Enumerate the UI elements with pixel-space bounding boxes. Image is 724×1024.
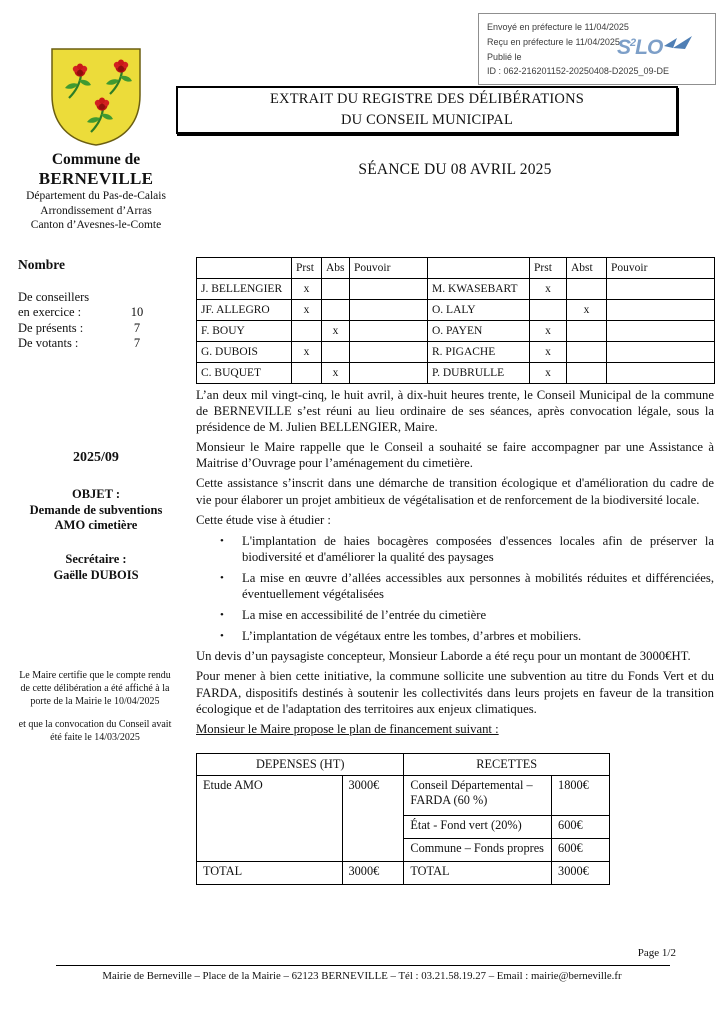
councillor-name: R. PIGACHE	[428, 342, 530, 363]
present-mark: x	[530, 342, 567, 363]
councillor-counts-block	[18, 257, 178, 352]
stamp-line-received: Reçu en préfecture le 11/04/2025	[487, 36, 620, 47]
councillor-name: JF. ALLEGRO	[197, 300, 292, 321]
absent-mark	[567, 321, 607, 342]
document-title-box	[176, 86, 678, 134]
title-line-1: EXTRAIT DU REGISTRE DES DÉLIBÉRATIONS	[269, 91, 585, 107]
present-mark	[530, 300, 567, 321]
recette-amount: 1800€	[552, 776, 610, 816]
count-row	[18, 290, 178, 305]
councillor-name: P. DUBRULLE	[428, 363, 530, 384]
present-mark: x	[530, 363, 567, 384]
s2lo-logo-exponent: 2	[630, 37, 636, 49]
certification-text-1: Le Maire certifie que le compte rendu de cette délibération a été affiché à la porte de la Mairie le 10/04/2025	[19, 670, 171, 708]
body-paragraph-subvention: Pour mener à bien cette initiative, la commune sollicite une subvention au titre du Fonds Vert et du FARDA, dispositifs destinés à soutenir les collectivités dans leurs projets en faveur de la transition écologique et de l'adaptation des territoires aux enjeux climatiques.	[196, 669, 714, 716]
pouvoir-cell	[607, 300, 715, 321]
pouvoir-cell	[350, 300, 428, 321]
attendance-header-cell: Prst	[292, 258, 322, 279]
s2lo-logo-text-rest: LO	[635, 36, 663, 60]
page-number: Page 1/2	[637, 947, 676, 959]
pouvoir-cell	[607, 321, 715, 342]
count-row	[18, 305, 178, 320]
count-label: De votants :	[18, 336, 79, 351]
attendance-row	[197, 300, 715, 321]
depense-label: Etude AMO	[197, 776, 343, 862]
count-value: 7	[133, 336, 141, 351]
present-mark: x	[530, 279, 567, 300]
finance-row	[197, 776, 610, 816]
title-line-2: DU CONSEIL MUNICIPAL	[340, 112, 514, 128]
attendance-row	[197, 342, 715, 363]
left-sidebar	[0, 0, 192, 1024]
absent-mark	[322, 342, 350, 363]
body-paragraph-plan-financement	[196, 721, 714, 737]
depenses-header: DEPENSES (HT)	[197, 754, 404, 776]
financing-plan-table	[196, 753, 610, 885]
present-mark	[292, 363, 322, 384]
count-value	[118, 290, 156, 305]
absent-mark	[322, 279, 350, 300]
count-label: De présents :	[18, 320, 84, 335]
absent-mark: x	[567, 300, 607, 321]
absent-mark	[567, 342, 607, 363]
objet-line: Demande de subventions	[29, 502, 163, 517]
deliberation-reference: 2025/09	[73, 450, 119, 465]
attendance-header-cell: Abs	[322, 258, 350, 279]
recettes-header: RECETTES	[404, 754, 610, 776]
attendance-row	[197, 363, 715, 384]
stamp-line-id: ID : 062-216201152-20250408-D2025_09-DE	[487, 66, 669, 77]
present-mark: x	[530, 321, 567, 342]
councillor-name: G. DUBOIS	[197, 342, 292, 363]
present-mark: x	[292, 342, 322, 363]
commune-canton: Canton d’Avesnes-le-Comte	[30, 219, 162, 231]
present-mark	[292, 321, 322, 342]
nombre-title: Nombre	[18, 257, 65, 272]
total-label: TOTAL	[404, 862, 552, 885]
footer-address: Mairie de Berneville – Place de la Mairie – 62123 BERNEVILLE – Tél : 03.21.58.19.27 – Email : mairie@berneville.fr	[102, 970, 622, 982]
count-value: 7	[133, 320, 141, 335]
absent-mark	[567, 279, 607, 300]
commune-departement: Département du Pas-de-Calais	[26, 190, 166, 202]
pouvoir-cell	[607, 279, 715, 300]
attendance-table	[196, 257, 715, 384]
present-mark: x	[292, 279, 322, 300]
footer-divider	[56, 965, 670, 966]
body-paragraph-devis: Un devis d’un paysagiste concepteur, Monsieur Laborde a été reçu pour un montant de 3000€HT.	[196, 649, 691, 664]
commune-arrondissement: Arrondissement d’Arras	[40, 204, 152, 217]
finance-total-row	[197, 862, 610, 885]
study-goal-item: • La mise en accessibilité de l’entrée du cimetière	[196, 607, 714, 623]
attendance-header-cell: Pouvoir	[350, 258, 428, 279]
body-paragraph-transition: Cette assistance s’inscrit dans une démarche de transition écologique et d'amélioration du cadre de vie pour élaborer un projet ambitieux de végétalisation et de renforcement de la biodiversité locale.	[196, 476, 714, 507]
absent-mark	[567, 363, 607, 384]
recette-label: Commune – Fonds propres	[404, 839, 552, 862]
councillor-name: C. BUQUET	[197, 363, 292, 384]
total-label: TOTAL	[197, 862, 343, 885]
councillor-name: J. BELLENGIER	[197, 279, 292, 300]
body-paragraph-opening: L’an deux mil vingt-cinq, le huit avril, à dix-huit heures trente, le Conseil Municipal de la commune de BERNEVILLE s’est réuni au lieu ordinaire de ses séances, après convocation légale, sous la présidence de M. Julien BELLENGIER, Maire.	[196, 388, 714, 435]
pouvoir-cell	[350, 321, 428, 342]
recette-label: Conseil Départemental – FARDA (60 %)	[404, 776, 552, 816]
s2lo-logo	[617, 36, 694, 60]
study-goal-item: • L'implantation de haies bocagères composées d'essences locales afin de préserver la biodiversité et d'améliorer la qualité des paysages	[196, 533, 714, 565]
plan-financement-intro: Monsieur le Maire propose le plan de financement suivant :	[196, 721, 499, 736]
recette-amount: 600€	[552, 839, 610, 862]
attendance-row	[197, 279, 715, 300]
secretaire-block	[0, 552, 192, 583]
total-amount: 3000€	[342, 862, 404, 885]
stamp-line-published: Publié le	[487, 51, 522, 62]
certification-text-2: et que la convocation du Conseil avait été faite le 14/03/2025	[18, 718, 172, 743]
count-value: 10	[130, 305, 144, 320]
commune-name: BERNEVILLE	[38, 169, 154, 188]
finance-header-row	[197, 754, 610, 776]
pouvoir-cell	[350, 363, 428, 384]
session-date-heading: SÉANCE DU 08 AVRIL 2025	[358, 161, 552, 178]
present-mark: x	[292, 300, 322, 321]
prefecture-stamp-box	[478, 13, 716, 85]
pouvoir-cell	[607, 342, 715, 363]
attendance-header-cell	[428, 258, 530, 279]
s2lo-logo-text: S	[617, 36, 631, 60]
count-label: De conseillers	[18, 290, 90, 304]
pouvoir-cell	[350, 342, 428, 363]
stamp-line-sent: Envoyé en préfecture le 11/04/2025	[487, 22, 629, 32]
attendance-header-cell	[197, 258, 292, 279]
study-goal-item: • La mise en œuvre d’allées accessibles aux personnes à mobilités réduites et différenciées, éventuellement végétalisées	[196, 570, 714, 602]
councillor-name: M. KWASEBART	[428, 279, 530, 300]
absent-mark: x	[322, 321, 350, 342]
study-goals-list	[196, 533, 714, 645]
secretaire-name: Gaëlle DUBOIS	[53, 567, 139, 582]
depense-amount: 3000€	[342, 776, 404, 862]
objet-line: AMO cimetière	[54, 518, 138, 532]
objet-block	[0, 487, 192, 534]
absent-mark: x	[322, 363, 350, 384]
attendance-header-cell: Prst	[530, 258, 567, 279]
recette-label: État - Fond vert (20%)	[404, 816, 552, 839]
secretaire-title: Secrétaire :	[65, 552, 127, 566]
councillor-name: O. LALY	[428, 300, 530, 321]
councillor-name: F. BOUY	[197, 321, 292, 342]
absent-mark	[322, 300, 350, 321]
count-row	[18, 321, 178, 336]
study-goal-item: • L’implantation de végétaux entre les tombes, d’arbres et mobiliers.	[196, 628, 714, 644]
pouvoir-cell	[607, 363, 715, 384]
mayor-certification-block	[16, 669, 174, 744]
attendance-header-cell: Abst	[567, 258, 607, 279]
body-paragraph-etude: Cette étude vise à étudier :	[196, 512, 331, 527]
count-row	[18, 336, 178, 351]
attendance-header-cell: Pouvoir	[607, 258, 715, 279]
councillor-name: O. PAYEN	[428, 321, 530, 342]
attendance-row	[197, 321, 715, 342]
s2lo-swoosh-icon	[664, 36, 694, 50]
recette-amount: 600€	[552, 816, 610, 839]
objet-title: OBJET :	[71, 487, 121, 501]
commune-label: Commune de	[51, 151, 141, 168]
commune-crest-icon	[46, 45, 146, 149]
attendance-header-row	[197, 258, 715, 279]
pouvoir-cell	[350, 279, 428, 300]
body-paragraph-amo: Monsieur le Maire rappelle que le Conseil a souhaité se faire accompagner par une Assistance à Maitrise d’Ouvrage pour l’aménagement du cimetière.	[196, 440, 714, 471]
count-label: en exercice :	[18, 305, 82, 320]
deliberation-body	[196, 387, 714, 737]
total-amount: 3000€	[552, 862, 610, 885]
commune-identity-block	[0, 151, 192, 233]
